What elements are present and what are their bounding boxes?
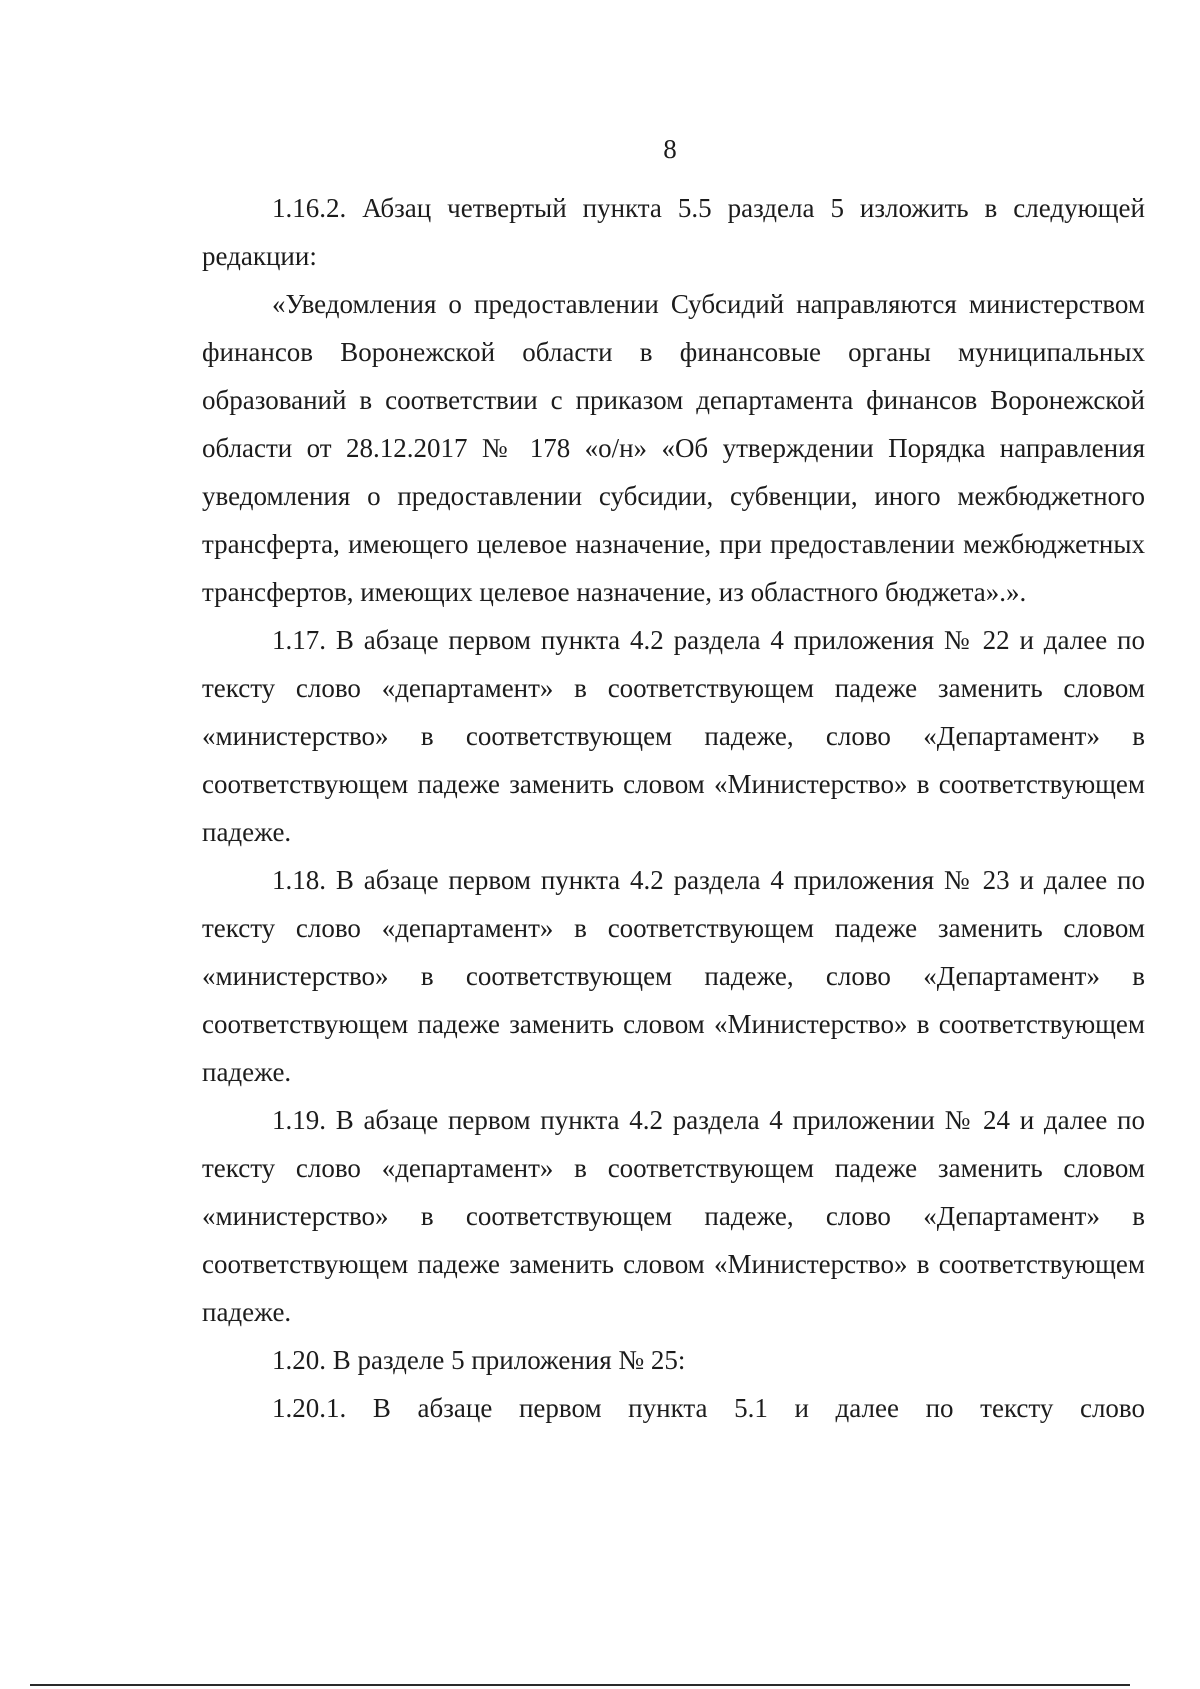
page-number: 8 — [663, 134, 677, 164]
document-body — [202, 184, 1145, 1432]
paragraph-1-20: 1.20. В разделе 5 приложения № 25: — [272, 1345, 686, 1375]
paragraph-1-16-2: 1.16.2. Абзац четвертый пункта 5.5 раздела 5 изложить в следующей редакции: — [202, 193, 1145, 271]
page-bottom-rule — [30, 1684, 1130, 1686]
paragraph-1-18: 1.18. В абзаце первом пункта 4.2 раздела 4 приложения № 23 и далее по тексту слово «департамент» в соответствующем падеже заменить словом «министерство» в соответствующем падеже, слово «Департамент» в соответствующем падеже заменить словом «Министерство» в соответствующем падеже. — [202, 865, 1145, 1087]
paragraph-quote: «Уведомления о предоставлении Субсидий направляются министерством финансов Воронежской области в финансовые органы муниципальных образований в соответствии с приказом департамента финансов Воронежской области от 28.12.2017 № 178 «о/н» «Об утверждении Порядка направления уведомления о предоставлении субсидии, субвенции, иного межбюджетного трансферта, имеющего целевое назначение, при предоставлении межбюджетных трансфертов, имеющих целевое назначение, из областного бюджета».». — [202, 289, 1145, 607]
paragraph-1-17: 1.17. В абзаце первом пункта 4.2 раздела 4 приложения № 22 и далее по тексту слово «департамент» в соответствующем падеже заменить словом «министерство» в соответствующем падеже, слово «Департамент» в соответствующем падеже заменить словом «Министерство» в соответствующем падеже. — [202, 625, 1145, 847]
paragraph-1-20-1: 1.20.1. В абзаце первом пункта 5.1 и далее по тексту слово — [272, 1393, 1145, 1423]
paragraph-1-19: 1.19. В абзаце первом пункта 4.2 раздела 4 приложении № 24 и далее по тексту слово «департамент» в соответствующем падеже заменить словом «министерство» в соответствующем падеже, слово «Департамент» в соответствующем падеже заменить словом «Министерство» в соответствующем падеже. — [202, 1105, 1145, 1327]
